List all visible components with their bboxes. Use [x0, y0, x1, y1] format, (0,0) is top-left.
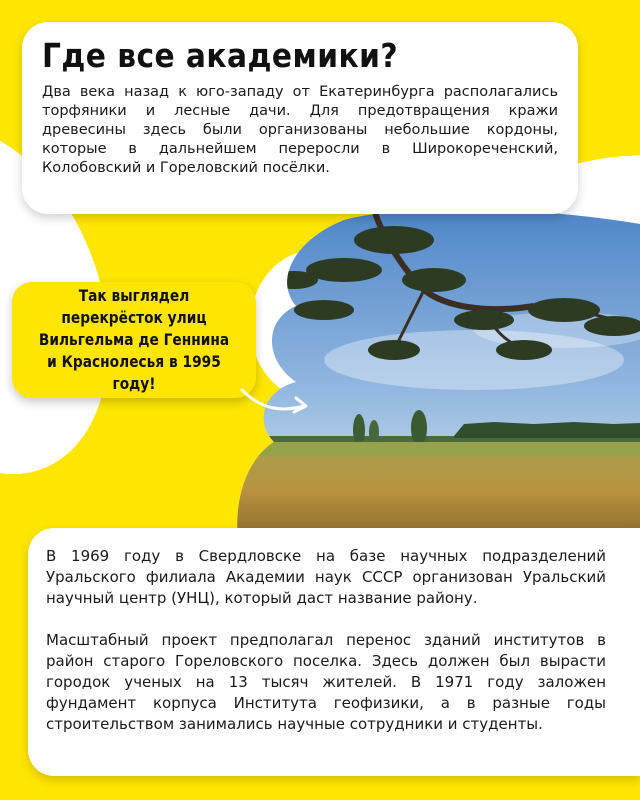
photo-caption-callout: [12, 282, 256, 398]
history-paragraph-2: Масштабный проект предполагал перенос зданий институтов в район старого Гореловского поселка. Здесь должен был вырасти городок ученых на 13 тысяч жителей. В 1971 году заложен фундамент корпуса Института геофизики, а в разные годы строительством занимались научные сотрудники и студенты.: [46, 631, 606, 733]
intro-card: [22, 22, 578, 214]
page-title: Где все академики?: [42, 36, 399, 75]
intro-text: Два века назад к юго-западу от Екатеринбурга располагались торфяники и лесные дачи. Для предотвращения кражи древесины здесь были организованы небольшие кордоны, которые в дальнейшем переросли в Широкореченский, Колобовский и Гореловский посёлки.: [42, 84, 558, 176]
photo-caption-text: Так выглядел перекрёсток улиц Вильгельма де Геннина и Краснолесья в 1995 году!: [38, 286, 230, 393]
pointer-arrow-icon: [238, 382, 318, 422]
history-card: [28, 528, 640, 776]
history-paragraph-1: В 1969 году в Свердловске на базе научных подразделений Уральского филиала Академии наук СССР организован Уральский научный центр (УНЦ), который даст название району.: [46, 547, 606, 607]
field-photo: [234, 210, 640, 540]
